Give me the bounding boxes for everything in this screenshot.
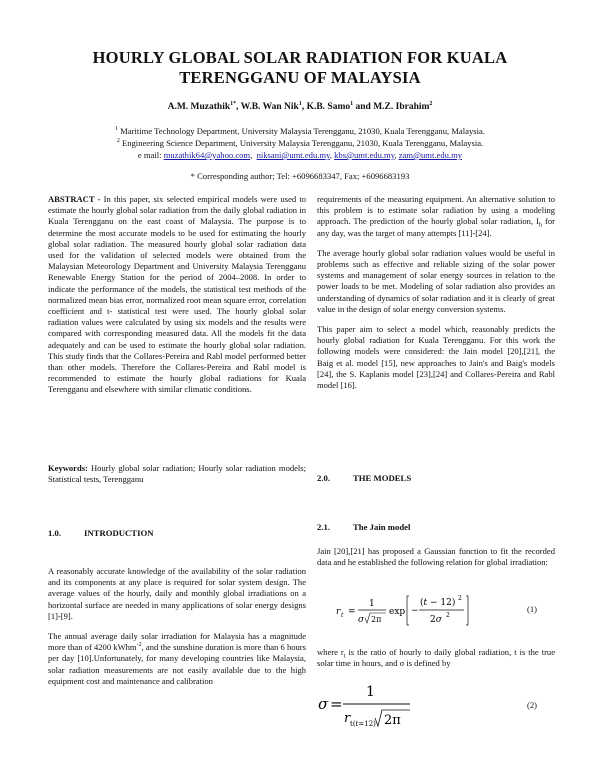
author-4: and M.Z. Ibrahim xyxy=(353,102,430,112)
svg-text:(t − 12): (t − 12) xyxy=(420,598,456,608)
svg-text:2π: 2π xyxy=(384,713,401,728)
right-paragraph-2: The average hourly global solar radiation values would be useful in problems such as effective and reliable sizing of the solar power systems and management of solar energy sources in relation to the power loads to be met. Modeling of solar radiation also provides an understanding of dynamics of solar radiation and it is clearly of great value in the design of solar energy conversion systems. xyxy=(317,247,555,314)
affiliation-2-text: Engineering Science Department, University Malaysia Terengganu, 21030, Kuala Terengganu, Malaysia. xyxy=(119,138,484,148)
equation-2-graphic xyxy=(318,680,438,730)
author-2: , W.B. Wan Nik xyxy=(236,102,299,112)
author-list xyxy=(0,102,600,112)
svg-text:−: − xyxy=(411,606,419,616)
email-link-2[interactable]: niksani@umt.edu.my xyxy=(256,150,330,160)
subsection-title: The Jain model xyxy=(353,522,411,532)
affiliation-1-text: Maritime Technology Department, University Malaysia Terengganu, 21030, Kuala Terengganu, Malaysia. xyxy=(118,126,485,136)
title-line-2: TERENGGANU OF MALAYSIA xyxy=(179,68,421,87)
keywords-text: Hourly global solar radiation; Hourly solar radiation models; Statistical tests, Terengganu xyxy=(48,463,306,485)
section-models-heading xyxy=(317,473,411,483)
right-p1-sub: h xyxy=(538,223,542,230)
keywords-label: Keywords: xyxy=(48,463,88,473)
right-p1-a: requirements of the measuring equipment. An alternative solution to this problem is to estimate solar radiation by using a modeling approach. The prediction of the hourly global solar radiation, I xyxy=(317,194,555,227)
paper-title xyxy=(0,48,600,88)
jain-intro: Jain [20],[21] has proposed a Gaussian function to fit the recorded data and he established the following relation for global irradiation: xyxy=(317,546,555,568)
right-p1-b: for any day, was the target of many attempts [11]-[24]. xyxy=(317,216,555,238)
svg-text:1: 1 xyxy=(366,684,375,700)
where-a: where r xyxy=(317,647,344,657)
svg-text:σ: σ xyxy=(318,695,329,713)
svg-text:exp: exp xyxy=(389,607,406,617)
affiliation-2-sup: 2 xyxy=(116,138,120,145)
svg-text:2π: 2π xyxy=(371,615,382,624)
subsection-jain-heading xyxy=(317,522,410,532)
author-2-sup: 1 xyxy=(298,100,302,107)
intro-p2-a: The annual average daily solar irradiation for Malaysia has a magnitude more than of 4200 kWhm xyxy=(48,631,306,653)
svg-text:σ: σ xyxy=(358,615,365,625)
right-paragraph-3: This paper aim to select a model which, reasonably predicts the hourly global radiation for Kuala Terengganu. For this work the following models were considered: the Jain model [20],[21], the Baig et al. model [15], new approaches to Jain's and Baig's models [24], the S. Kaplanis model [23],[24] and Collares-Pereira and Rabl model [16]. xyxy=(317,324,555,391)
svg-text:2: 2 xyxy=(458,595,462,602)
jain-where-text xyxy=(317,647,555,669)
section-number: 1.0. xyxy=(48,528,62,538)
where-b: is the ratio of hourly to daily global radiation, t is the true solar time in hours, and σ is defined by xyxy=(317,647,555,669)
equation-2 xyxy=(318,680,438,730)
author-1-sup: 1* xyxy=(230,100,237,107)
where-sub: t xyxy=(343,653,346,660)
abstract-label: ABSTRACT - xyxy=(48,194,101,204)
affiliation-2 xyxy=(0,137,600,149)
author-3-sup: 1 xyxy=(350,100,354,107)
abstract-text: In this paper, six selected empirical models were used to estimate the hourly global solar radiation from the daily global radiation in Kuala Terengganu on the east coast of Malaysia. The purpose is to determine the most accurate models to be used for estimating the hourly global solar radiation. The measured hourly global solar radiation data used for the validation of selected models were obtained from the Malaysian Meteorology Department and University Malaysia Terengganu Renewable Energy Station for the period of 2004–2008. In order to indicate the performance of the models, the statistical test methods of the normalized mean bias error, normalized root mean square error, correlation coefficient and t- statistical test were used. The hourly global solar radiation values were calculated by using six models and the results were compared with corresponding measured data. All the models fit the data adequately and can be used to estimate the hourly global solar radiation. This study finds that the Collares-Pereira and Rabl model performed better than other models. Therefore the Collares-Pereira and Rabl model is recommended to estimate the hourly global radiations for Kuala Terengganu and elsewhere with similar climatic conditions. xyxy=(48,194,306,395)
intro-paragraph-2 xyxy=(48,631,306,687)
intro-p2-sup: -2 xyxy=(136,642,142,649)
svg-text:1: 1 xyxy=(369,599,375,609)
section-introduction-heading xyxy=(48,528,154,538)
svg-text:2σ: 2σ xyxy=(430,615,442,625)
svg-text:r: r xyxy=(344,711,351,726)
section-title: THE MODELS xyxy=(353,473,412,483)
email-link-1[interactable]: muzathik64@yahoo.com xyxy=(163,150,251,160)
email-line: e mail: muzathik64@yahoo.com, niksani@umt.edu.my, kbs@umt.edu.my, zam@umt.edu.my xyxy=(137,150,463,160)
email-link-4[interactable]: zam@umt.edu.my xyxy=(398,150,463,160)
equation-1 xyxy=(336,594,496,628)
right-paragraph-1 xyxy=(317,194,555,239)
svg-text:t(t=12): t(t=12) xyxy=(350,720,376,728)
equation-2-label: (2) xyxy=(527,700,537,710)
introduction-body xyxy=(48,566,306,696)
email-link-3[interactable]: kbs@umt.edu.my xyxy=(334,150,395,160)
author-4-sup: 2 xyxy=(429,100,433,107)
affiliation-1-sup: 1 xyxy=(115,126,119,133)
equation-1-label: (1) xyxy=(527,604,537,614)
svg-text:=: = xyxy=(330,695,343,713)
section-number: 2.0. xyxy=(317,473,331,483)
intro-p2-b: , and the sunshine duration is more than 6 hours per day [10].Unfortunately, for many developing countries like Malaysia, solar radiation measurements are not easily available due to the high equipment cost and maintenance and calibration xyxy=(48,642,306,686)
right-column-body xyxy=(317,194,555,400)
author-1: A.M. Muzathik xyxy=(167,102,231,112)
svg-text:=: = xyxy=(348,607,356,617)
author-3: , K.B. Samo xyxy=(301,102,351,112)
abstract xyxy=(48,194,306,405)
svg-text:t: t xyxy=(341,612,344,619)
svg-text:2: 2 xyxy=(446,612,450,619)
intro-paragraph-1: A reasonably accurate knowledge of the availability of the solar radiation and its components at any place is required for solar system design. The average values of the hourly, daily and monthly global irradiations on a horizontal surface are needed in many applications of solar energy designs [1]-[9]. xyxy=(48,566,306,621)
affiliation-1 xyxy=(0,125,600,137)
section-title: INTRODUCTION xyxy=(84,528,154,538)
keywords xyxy=(48,463,306,494)
corresponding-author: * Corresponding author; Tel: +6096683347, Fax; +6096683193 xyxy=(190,171,410,181)
equation-1-graphic xyxy=(336,594,496,628)
title-line-1: HOURLY GLOBAL SOLAR RADIATION FOR KUALA xyxy=(92,48,508,67)
email-label: e mail: xyxy=(137,150,164,160)
subsection-number: 2.1. xyxy=(317,522,331,532)
svg-text:r: r xyxy=(336,607,341,617)
